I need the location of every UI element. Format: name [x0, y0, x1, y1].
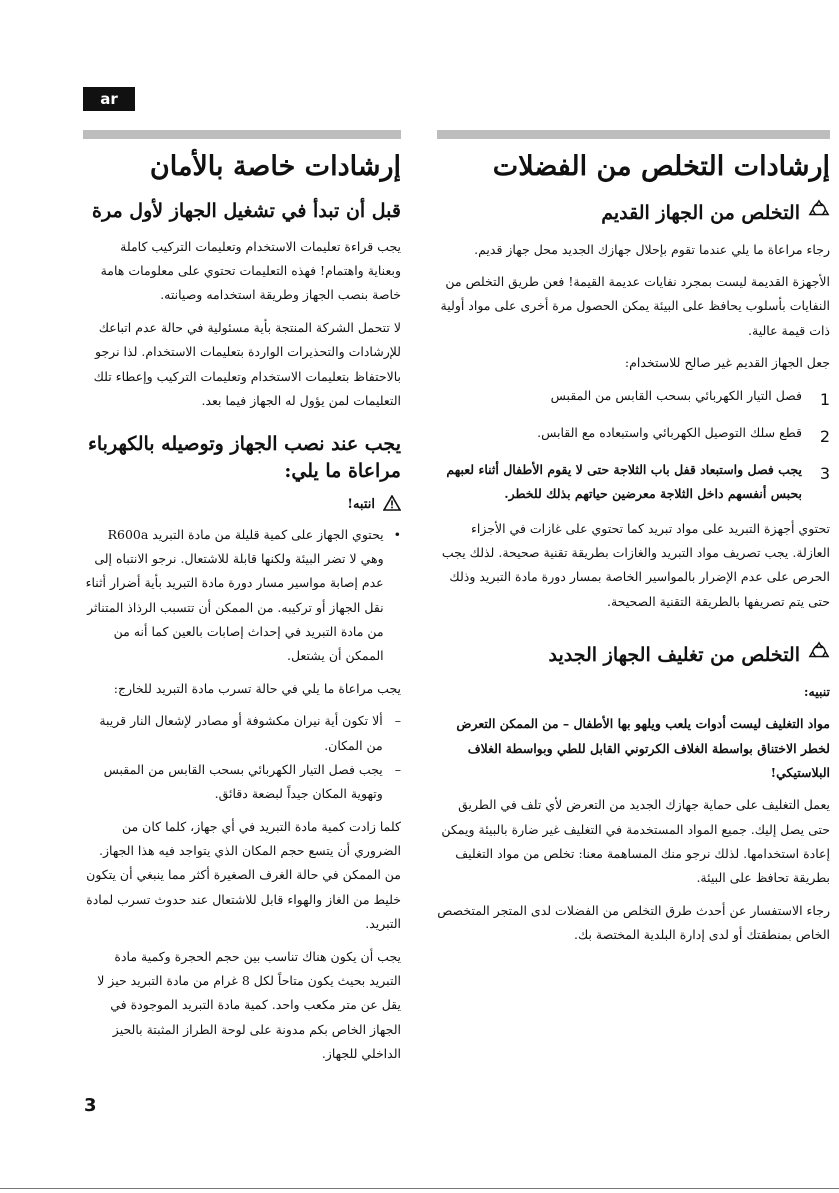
footer-rule — [0, 1188, 839, 1189]
dash-mark: – — [394, 761, 401, 777]
paragraph: رجاء الاستفسار عن أحدث طرق التخلص من الفضلات لدى المتجر المتخصص الخاص بمنطقتك أو لدى إدارة البلدية المختصة بك. — [437, 902, 830, 943]
step-number: 2 — [819, 426, 830, 446]
safety-title: إرشادات خاصة بالأمان — [149, 151, 401, 182]
step-text: يجب فصل واستبعاد قفل باب الثلاجة حتى لا يقوم الأطفال أثناء لعبهم بحبس أنفسهم داخل الثلاجة معرضين حياتهم بذلك للخطر. — [446, 461, 802, 502]
safety-column — [83, 130, 401, 1074]
paragraph: كلما زادت كمية مادة التبريد في أي جهاز، كلما كان من الضروري أن يتسع حجم المكان الذي يتواجد فيه هذا الجهاز. من الممكن في حالة الغرف الصغيرة أكثر مما ينبغي أن يتكون خليط من الغاز والهواء قابل للاشتعال عند حدوث تسرب لمادة التبريد. — [86, 818, 401, 932]
paragraph: يجب مراعاة ما يلي في حالة تسرب مادة التبريد للخارج: — [113, 680, 401, 696]
step-text: قطع سلك التوصيل الكهربائي واستبعاده مع القابس. — [537, 424, 802, 440]
paragraph: يجب أن يكون هناك تناسب بين حجم الحجرة وكمية مادة التبريد بحيث يكون متاحاً لكل 8 غرام من مادة التبريد حيز لا يقل عن متر مكعب واحد. كمية مادة التبريد الموجودة في الجهاز الخاص بكم مدونة على لوحة الطراز المثبتة بالحيز الداخلي للجهاز. — [97, 948, 401, 1061]
disposal-column — [437, 130, 830, 956]
paragraph: جعل الجهاز القديم غير صالح للاستخدام: — [624, 355, 830, 371]
warning-label — [83, 495, 401, 515]
dash-text: يجب فصل التيار الكهربائي بسحب القابس من المقبس وتهوية المكان جيداً لبضعة دقائق. — [103, 761, 383, 802]
bullet-list — [83, 523, 401, 669]
list-item — [437, 384, 830, 415]
paragraph: لا تتحمل الشركة المنتجة بأية مسئولية في حالة عدم اتباعك للإرشادات والتحذيرات الواردة بتعليمات الاستخدام. لذا نرجو بالاحتفاظ بتعليمات الاستخدام وتعليمات التركيب وإعطاء تلك التعليمات لمن يؤول له الجهاز فيما بعد. — [93, 319, 401, 408]
paragraph: يجب قراءة تعليمات الاستخدام وتعليمات التركيب كاملة وبعناية واهتمام! فهذه التعليمات تحتوي على معلومات هامة خاصة بنصب الجهاز وطريقة استخدامه وصيانته. — [100, 238, 401, 303]
old-appliance-heading-text: التخلص من الجهاز القديم — [601, 201, 800, 224]
paragraph: الأجهزة القديمة ليست بمجرد نفايات عديمة القيمة! فعن طريق التخلص من النفايات بأسلوب يحافظ على البيئة يمكن الحصول مرة أخرى على مواد أولية ذات قيمة عالية. — [440, 274, 830, 338]
section-divider — [83, 130, 401, 139]
list-item — [83, 709, 401, 758]
list-item — [83, 758, 401, 807]
paragraph: يعمل التغليف على حماية جهازك الجديد من التعرض لأي تلف في الطريق حتى يصل إليك. جميع المواد المستخدمة في التغليف غير ضارة بالبيئة ويمكن إعادة استخدامها. لذلك نرجو منك المساهمة معنا: تخلص من مواد التغليف بطريقة تحافظ على البيئة. — [441, 797, 830, 886]
disposal-title: إرشادات التخلص من الفضلات — [492, 151, 830, 182]
warning-label-text: انتبه! — [347, 497, 375, 512]
step-number: 3 — [819, 463, 830, 483]
packaging-heading — [437, 640, 830, 670]
bullet-dot: • — [393, 526, 401, 542]
list-item — [437, 458, 830, 507]
steps-list — [437, 384, 830, 507]
before-use-heading: قبل أن تبدأ في تشغيل الجهاز لأول مرة — [92, 200, 401, 223]
page-number: 3 — [84, 1095, 97, 1116]
language-tag: ar — [83, 87, 135, 111]
step-number: 1 — [819, 389, 830, 409]
dash-text: ألا تكون أية نيران مكشوفة أو مصادر لإشعال النار قريبة من المكان. — [99, 713, 383, 753]
section-divider — [437, 130, 830, 139]
recycle-icon — [808, 198, 830, 228]
dash-mark: – — [394, 713, 401, 729]
bullet-text: يحتوي الجهاز على كمية قليلة من مادة التبريد R600a وهي لا تضر البيئة ولكنها قابلة للاشتعال. نرجو الانتباه إلى عدم إصابة مواسير مسار دورة مادة التبريد بأية أضرار أثناء نقل الجهاز أو تركيبه. من الممكن أن تتسبب الرذاذ المتناثر من مادة التبريد في إحداث إصابات بالعين كما أنه من الممكن أن يشتعل. — [85, 526, 384, 664]
packaging-heading-text: التخلص من تغليف الجهاز الجديد — [548, 643, 800, 666]
recycle-icon — [808, 640, 830, 670]
step-text: فصل التيار الكهربائي بسحب القابس من المقبس — [550, 387, 802, 403]
list-item — [437, 421, 830, 452]
paragraph: رجاء مراعاة ما يلي عندما تقوم بإحلال جهازك الجديد محل جهاز قديم. — [474, 241, 830, 257]
list-item — [83, 523, 401, 669]
warning-triangle-icon — [383, 495, 401, 515]
paragraph: تحتوي أجهزة التبريد على مواد تبريد كما تحتوي على غازات في الأجزاء العازلة. يجب تصريف مواد التبريد والغازات بطريقة تقنية صحيحة. لذلك يجب الحرص على عدم الإضرار بالمواسير الخاصة بمسار دورة مادة التبريد وذلك حتى يتم تصريفها بالطريقة التقنية الصحيحة. — [441, 520, 830, 609]
packaging-warning: مواد التغليف ليست أدوات يلعب ويلهو بها الأطفال – من الممكن التعرض لخطر الاختناق بواسطة الغلاف الكرتوني القابل للطي وبواسطة الغلاف البلاستيكي! — [456, 716, 830, 780]
installation-heading: يجب عند نصب الجهاز وتوصيله بالكهرباء مراعاة ما يلي: — [87, 433, 401, 482]
dash-list — [83, 709, 401, 807]
old-appliance-heading — [437, 198, 830, 228]
note-label: تنبيه: — [803, 683, 830, 699]
